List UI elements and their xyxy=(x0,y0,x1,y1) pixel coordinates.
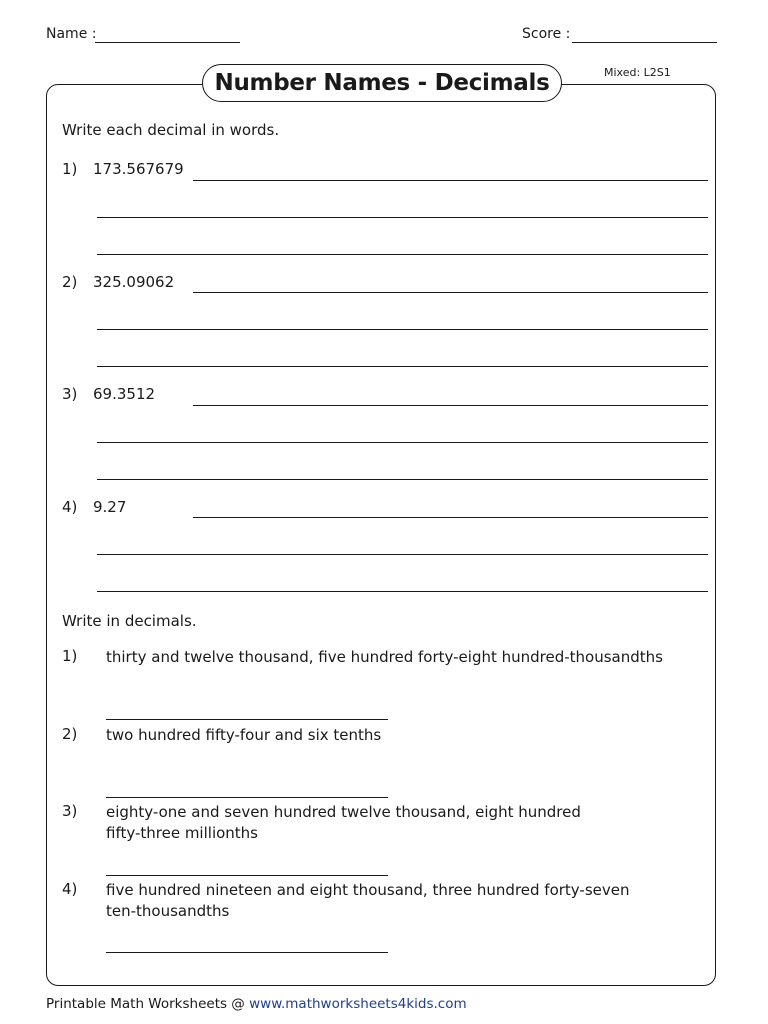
s1-q4-value: 9.27 xyxy=(93,498,127,516)
section2-instruction: Write in decimals. xyxy=(62,612,197,630)
s1-q3-answer-line-1[interactable] xyxy=(193,405,708,406)
s2-q2-number: 2) xyxy=(62,725,78,743)
s2-q2-answer-line[interactable] xyxy=(106,797,388,798)
s1-q3-answer-line-3[interactable] xyxy=(97,479,708,480)
s2-q3-text-line-1: eighty-one and seven hundred twelve thousand, eight hundred xyxy=(106,803,581,821)
s1-q4-answer-line-2[interactable] xyxy=(97,554,708,555)
s2-q4-number: 4) xyxy=(62,880,78,898)
s1-q4-answer-line-3[interactable] xyxy=(97,591,708,592)
s1-q4-number: 4) xyxy=(62,498,78,516)
s1-q2-answer-line-3[interactable] xyxy=(97,366,708,367)
name-field-line[interactable] xyxy=(95,42,240,43)
s1-q3-value: 69.3512 xyxy=(93,385,156,403)
s2-q4-text xyxy=(106,880,666,922)
s1-q1-answer-line-1[interactable] xyxy=(193,180,708,181)
score-label: Score : xyxy=(522,26,571,42)
footer-link[interactable]: www.mathworksheets4kids.com xyxy=(249,996,467,1012)
s1-q1-answer-line-3[interactable] xyxy=(97,254,708,255)
s1-q4-answer-line-1[interactable] xyxy=(193,517,708,518)
footer-prefix: Printable Math Worksheets @ xyxy=(46,996,250,1012)
worksheet-code: Mixed: L2S1 xyxy=(604,66,671,79)
s2-q4-answer-line[interactable] xyxy=(106,952,388,953)
s1-q1-value: 173.567679 xyxy=(93,160,184,178)
s1-q2-answer-line-1[interactable] xyxy=(193,292,708,293)
s1-q3-number: 3) xyxy=(62,385,78,403)
worksheet-frame xyxy=(46,84,716,986)
s1-q2-value: 325.09062 xyxy=(93,273,175,291)
s2-q3-number: 3) xyxy=(62,802,78,820)
s2-q2-text-line: two hundred fifty-four and six tenths xyxy=(106,726,382,744)
title-badge xyxy=(202,64,562,102)
name-label: Name : xyxy=(46,26,97,42)
s2-q3-text xyxy=(106,802,666,844)
s1-q3-answer-line-2[interactable] xyxy=(97,442,708,443)
section1-instruction: Write each decimal in words. xyxy=(62,121,280,139)
s1-q2-number: 2) xyxy=(62,273,78,291)
score-field-line[interactable] xyxy=(572,42,717,43)
s2-q1-text xyxy=(106,647,666,668)
s2-q2-text xyxy=(106,725,666,746)
s2-q3-text-line-2: fifty-three millionths xyxy=(106,824,258,842)
s2-q3-answer-line[interactable] xyxy=(106,875,388,876)
s1-q1-number: 1) xyxy=(62,160,78,178)
footer xyxy=(46,996,467,1012)
s1-q2-answer-line-2[interactable] xyxy=(97,329,708,330)
s2-q1-text-line: thirty and twelve thousand, five hundred forty-eight hundred-thousandths xyxy=(106,648,663,666)
page-title: Number Names - Decimals xyxy=(214,70,550,96)
s2-q1-answer-line[interactable] xyxy=(106,719,388,720)
s2-q1-number: 1) xyxy=(62,647,78,665)
s2-q4-text-line-1: five hundred nineteen and eight thousand, three hundred forty-seven xyxy=(106,881,630,899)
s2-q4-text-line-2: ten-thousandths xyxy=(106,902,230,920)
s1-q1-answer-line-2[interactable] xyxy=(97,217,708,218)
